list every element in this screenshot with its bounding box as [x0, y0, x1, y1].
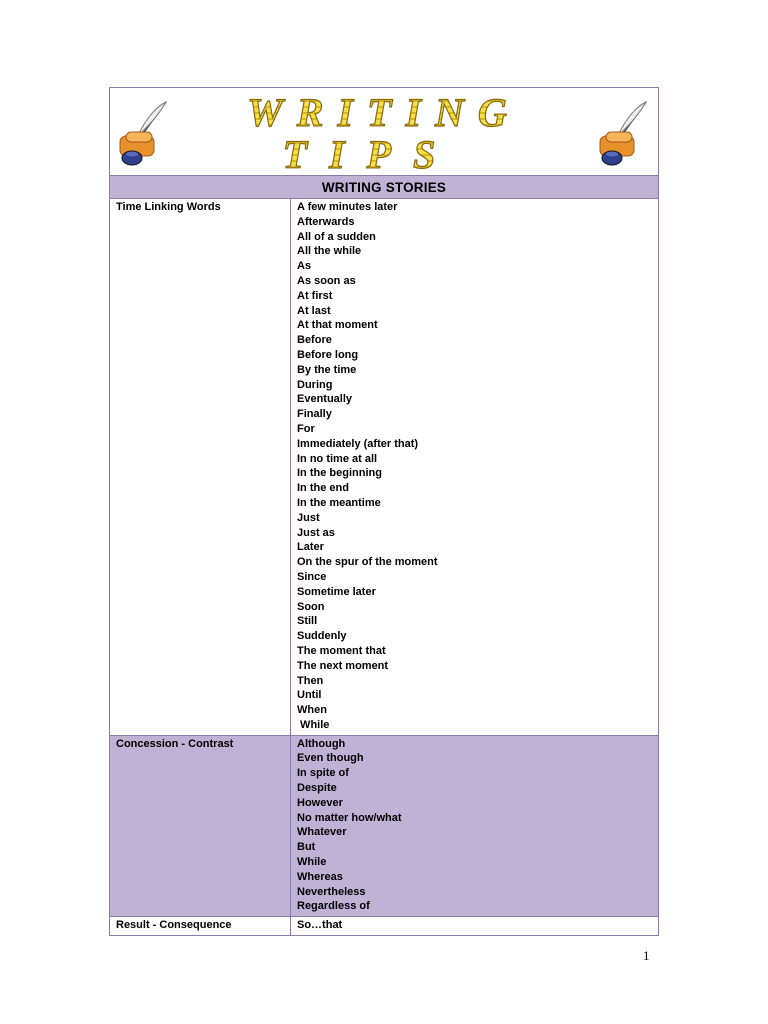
linking-word: Nevertheless [297, 885, 366, 898]
linking-word: Eventually [297, 393, 353, 406]
linking-word: Immediately (after that) [297, 437, 419, 450]
linking-word: Whereas [297, 870, 343, 883]
linking-word: In spite of [297, 767, 349, 780]
linking-word: Until [297, 689, 322, 702]
linking-word: In no time at all [297, 452, 378, 465]
page-number: 1 [643, 948, 650, 963]
linking-word: Still [297, 615, 318, 628]
linking-word: All of a sudden [297, 230, 376, 243]
linking-word: Just [297, 511, 320, 524]
category-cell [110, 917, 291, 935]
wordart-line-2: TIPS [282, 132, 458, 175]
linking-word: Before long [297, 348, 359, 361]
linking-word: When [297, 704, 327, 717]
linking-word: As soon as [297, 274, 356, 287]
linking-word: Soon [297, 600, 325, 613]
words-cell [291, 917, 659, 935]
linking-word: The moment that [297, 644, 386, 657]
category-label: Result - Consequence [116, 919, 232, 932]
linking-word: Despite [297, 782, 337, 795]
linking-word: For [297, 422, 315, 435]
linking-word: Although [297, 737, 346, 750]
linking-word: At last [297, 304, 331, 317]
linking-word: As [297, 260, 312, 273]
writing-tips-wordart [194, 88, 574, 175]
linking-word: In the end [297, 482, 349, 495]
quill-scroll-icon [114, 96, 174, 168]
wordart-line-1: WRITING [247, 90, 521, 135]
linking-word: In the beginning [297, 467, 382, 480]
linking-word: The next moment [297, 659, 389, 672]
quill-scroll-icon [594, 96, 654, 168]
category-label: Concession - Contrast [116, 737, 234, 750]
linking-word: Afterwards [297, 215, 355, 228]
linking-word: Just as [297, 526, 335, 539]
words-cell [291, 735, 659, 917]
section-title: WRITING STORIES [110, 176, 658, 199]
linking-word: Whatever [297, 826, 347, 839]
linking-word: While [297, 856, 327, 869]
table-row [110, 735, 658, 917]
linking-word: At first [297, 289, 333, 302]
linking-words-table [110, 199, 658, 935]
category-label: Time Linking Words [116, 201, 221, 213]
linking-word: While [297, 718, 330, 731]
linking-word: So…that [297, 919, 343, 932]
linking-word: Then [297, 674, 324, 687]
banner [110, 88, 658, 176]
linking-word: All the while [297, 245, 362, 258]
linking-word: In the meantime [297, 496, 381, 509]
linking-word: No matter how/what [297, 811, 402, 824]
table-row [110, 917, 658, 935]
category-cell [110, 735, 291, 917]
linking-word: Later [297, 541, 324, 554]
linking-word: On the spur of the moment [297, 556, 438, 569]
writing-tips-sheet [109, 87, 659, 936]
table-row [110, 199, 658, 735]
linking-word: At that moment [297, 319, 378, 332]
linking-word: By the time [297, 363, 357, 376]
linking-word: Before [297, 334, 332, 347]
words-cell [291, 199, 659, 735]
linking-word: Since [297, 570, 327, 583]
linking-word: Sometime later [297, 585, 376, 598]
linking-word: Suddenly [297, 630, 347, 643]
category-cell [110, 199, 291, 735]
linking-word: During [297, 378, 333, 391]
linking-word: But [297, 841, 316, 854]
linking-word: A few minutes later [297, 201, 398, 213]
linking-word: Finally [297, 408, 332, 421]
table-body [110, 199, 658, 935]
linking-word: Regardless of [297, 900, 370, 913]
linking-word: However [297, 796, 343, 809]
linking-word: Even though [297, 752, 364, 765]
